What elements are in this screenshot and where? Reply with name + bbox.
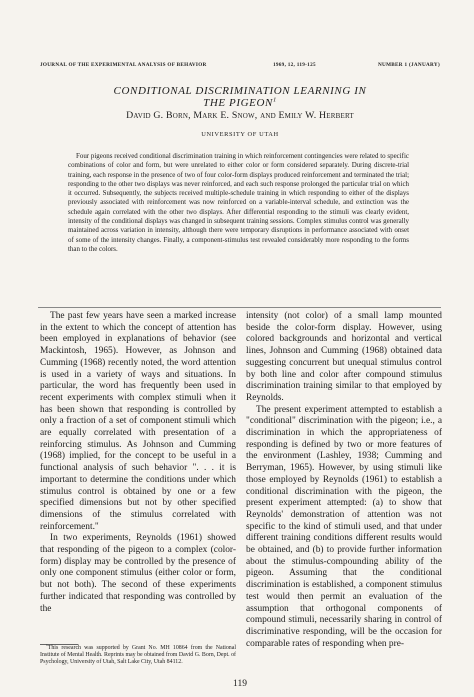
issue-number: NUMBER 1 (JANUARY): [378, 62, 440, 68]
footnote: [40, 645, 236, 667]
paragraph-4: The present experiment attempted to establish a "conditional" discrimination with the pigeon; i.e., a discrimination in which the appropriateness of responding is defined by two or more features of the environment (Lashley, 1938; Cumming and Berryman, 1965). However, by using stimuli like those employed by Reynolds (1961) to establish a conditional discrimination with the pigeon, the present experiment attempted: (a) to show that Reynolds' demonstration of attention was not specific to the kind of stimuli used, and that under different training conditions different results would be obtained, and (b) to provide further information about the stimulus-compounding ability of the pigeon. Assuming that the conditional discrimination is established, a component stimulus test would then permit an evaluation of the assumption that orthogonal components of compound stimuli, necessarily sharing in control of discriminative responding, will be the occasion for comparable rates of responding when pre-: [246, 404, 442, 649]
paragraph-1: The past few years have seen a marked increase in the extent to which the concept of attention has been employed in explanations of behavior (see Mackintosh, 1965). However, as Johnson and Cumming (1968) recently noted, the word attention is used in a variety of ways and situations. In particular, the word has frequently been used in recent experiments with complex stimuli when it has been shown that responding is controlled by only a fraction of a set of component stimuli which are equally correlated with presentation of a reinforcing stimulus. As Johnson and Cumming (1968) implied, for the concept to be useful in a functional analysis of such behavior ". . . it is important to determine the conditions under which stimulus control is obtained by one or a few specified dimensions but not by other specified dimensions of the stimulus correlated with reinforcement.": [40, 311, 236, 532]
title-line-2: [40, 97, 440, 109]
footnote-marker: 1: [46, 643, 48, 648]
journal-name: JOURNAL OF THE EXPERIMENTAL ANALYSIS OF BEHAVIOR: [40, 62, 207, 68]
paragraph-3: intensity (not color) of a small lamp mounted beside the color-form display. However, using colored backgrounds and horizontal and vertical lines, Johnson and Cumming (1968) obtained data suggesting concurrent but unequal stimulus control by both line and color after compound stimulus discrimination training similar to that employed by Reynolds.: [246, 311, 442, 403]
body-column-left: [40, 311, 236, 615]
body-column-right: [246, 311, 442, 650]
affiliation: UNIVERSITY OF UTAH: [201, 131, 279, 138]
authors: David G. Born, Mark E. Snow, and Emily W. Herbert: [126, 110, 354, 121]
title-line-1: CONDITIONAL DISCRIMINATION LEARNING IN: [113, 85, 367, 97]
paragraph-2: In two experiments, Reynolds (1961) showed that responding of the pigeon to a complex (color-form) display may be controlled by the presence of only one component stimulus (either color or form, but not both). The second of these experiments further indicated that responding was controlled by the: [40, 533, 236, 614]
section-divider: [38, 307, 441, 308]
footnote-text: This research was supported by Grant No. MH 10864 from the National Institute of Mental Health. Reprints may be obtained from David G. Born, Dept. of Psychology, University of Utah, Salt Lake City, Utah 84112.: [40, 645, 236, 666]
page-number: 119: [233, 679, 247, 689]
title-line-2-text: THE PIGEON: [203, 97, 273, 109]
abstract: Four pigeons received conditional discrimination training in which reinforcement contingencies were related to specific combinations of color and form, but were unrelated to either color or form considered separately. During discrete-trial training, each response in the presence of two of four color-form displays produced reinforcement and terminated the trial; responding to the other two displays was never reinforced, and each such response prolonged the particular trial on which it occurred. Subsequently, the subjects received multiple-schedule training in which responding to either of the displays previously associated with reinforcement was now reinforced on a variable-interval schedule, and extinction was the schedule again correlated with the other two displays. After differential responding to the stimuli was clearly evident, intensity of the conditional displays was changed in subsequent training sessions. Complex stimulus control was generally maintained across variation in intensity, although there were temporary disruptions in performance associated with onset of some of the intensity changes. Finally, a component-stimulus test revealed considerably more responding to the forms than to the colors.: [68, 152, 409, 253]
title-footnote-marker: 1: [272, 96, 277, 104]
volume-pages: 1969, 12, 119-125: [273, 62, 316, 68]
article-title: [40, 85, 440, 109]
